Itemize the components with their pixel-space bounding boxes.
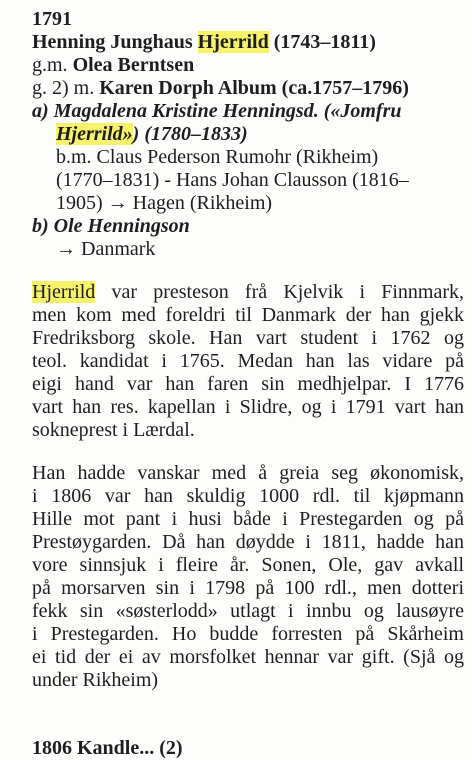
person-years: (1743–1811): [268, 31, 376, 53]
paragraph-line: vore sinnsjuk i fleire år. Sonen, Ole, gav avkall: [32, 554, 464, 576]
paragraph-line: i 1806 var han skuldig 1000 rdl. til kjøpmann: [32, 485, 464, 507]
search-highlight: Hjerrild: [32, 281, 96, 303]
paragraph-line: eigi hand var han faren sin medhjelpar. I 1776: [32, 373, 464, 395]
spouse-1-prefix: g.m.: [32, 54, 73, 76]
entry-year: 1791: [32, 8, 72, 30]
spouse-1-line: [32, 54, 464, 77]
paragraph-line: under Rikheim): [32, 669, 159, 691]
paragraph-line: fekk sin «søsterlodd» utlagt i innbu og lausøyre: [32, 600, 464, 622]
paragraph-line: teol. kandidat i 1765. Medan han las vidare på: [32, 350, 464, 372]
paragraph-line: vart han res. kapellan i Slidre, og i 1791 vart han: [32, 396, 464, 418]
paragraph-line: men kom med foreldri til Danmark der han gjekk: [32, 304, 464, 326]
search-highlight: Hjerrild: [197, 31, 269, 53]
paragraph-text: var presteson frå Kjelvik i Finnmark,: [95, 281, 464, 303]
person-name: Henning Junghaus: [32, 31, 198, 53]
child-a-detail: b.m. Claus Pederson Rumohr (Rikheim): [56, 146, 379, 168]
child-b-line: b) Ole Henningson: [32, 215, 190, 237]
child-a-detail: 1905) → Hagen (Rikheim): [56, 192, 273, 214]
child-a-detail: (1770–1831) - Hans Johan Clausson (1816–: [56, 169, 409, 191]
paragraph-line: i Prestegarden. Ho budde forresten på Skårheim: [32, 623, 464, 645]
paragraph-line: sokneprest i Lærdal.: [32, 419, 195, 441]
person-heading: [32, 31, 464, 54]
genealogy-page: [32, 8, 464, 692]
spouse-2-prefix: g. 2) m.: [32, 77, 100, 99]
biography-paragraph-1: [32, 281, 464, 442]
spouse-1-name: Olea Berntsen: [72, 54, 195, 76]
spouse-2-name: Karen Dorph Album (ca.1757–1796): [99, 77, 409, 99]
paragraph-line: Prestøygarden. Då han døydde i 1811, hadde han: [32, 531, 464, 553]
child-b-detail: → Danmark: [56, 238, 156, 260]
paragraph-line: ei tid der ei av morsfolket hennar var gift. (Sjå og: [32, 646, 464, 668]
paragraph-line: på morsarven sin i 1798 på 100 rdl., men dotteri: [32, 577, 464, 599]
child-a-years: ) (1780–1833): [132, 123, 248, 145]
child-a-line-2: [32, 123, 464, 146]
child-a-line-1: a) Magdalena Kristine Henningsd. («Jomfru: [32, 100, 402, 122]
paragraph-line: Fredriksborg skole. Han vart student i 1762 og: [32, 327, 464, 349]
next-entry-heading-cutoff: 1806 Kandle... (2): [32, 737, 183, 759]
spouse-2-line: [32, 77, 464, 100]
paragraph-line: [32, 281, 464, 304]
biography-paragraph-2: [32, 462, 464, 692]
paragraph-line: Han hadde vanskar med å greia seg økonomisk,: [32, 462, 464, 484]
paragraph-line: Hille mot pant i husi både i Prestegarden og på: [32, 508, 464, 530]
search-highlight: Hjerrild»: [56, 123, 133, 145]
